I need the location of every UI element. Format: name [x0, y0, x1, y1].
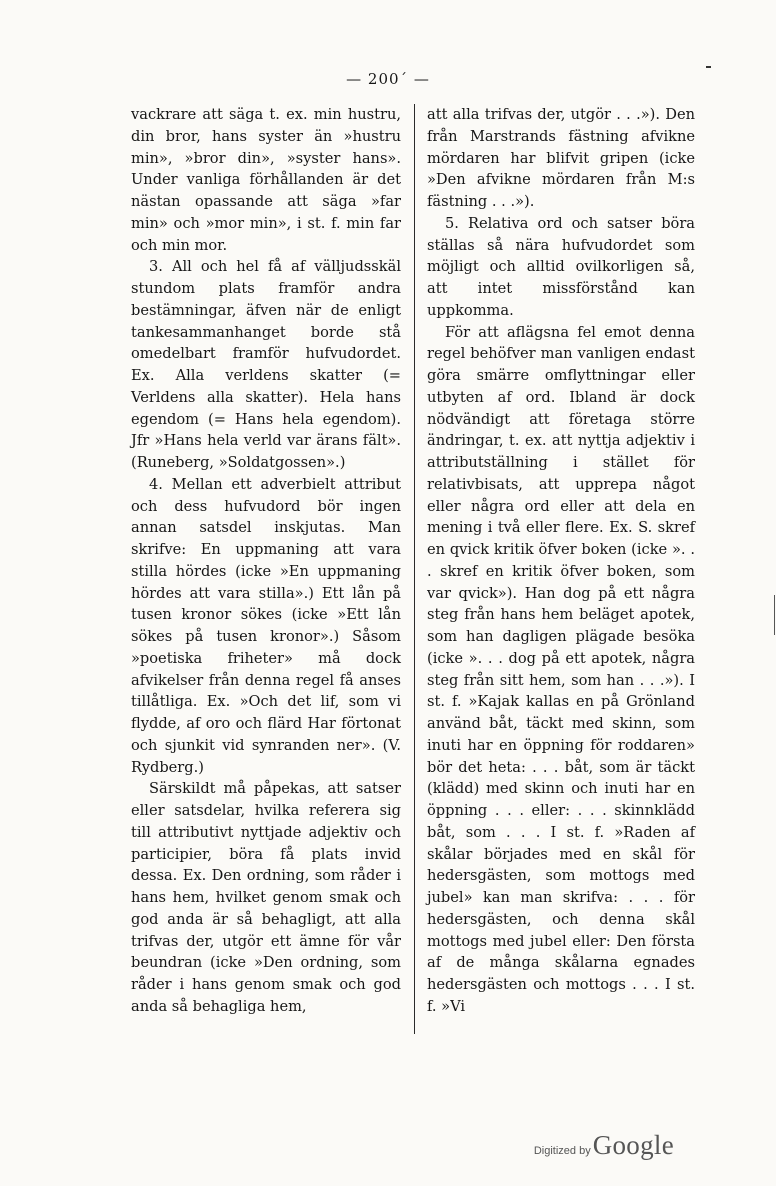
- margin-mark: [774, 595, 775, 635]
- paragraph: att alla trifvas der, utgör . . .»). Den från Marstrands fästning afvikne mördaren har blifvit gripen (icke »Den afvikne mördaren från M:s fästning . . .»).: [427, 106, 695, 210]
- right-text-column: [427, 104, 695, 1018]
- google-logo: Google: [592, 1130, 674, 1160]
- paragraph: Särskildt må påpekas, att satser eller satsdelar, hvilka referera sig till attributivt nyttjade adjektiv och participier, böra få plats invid dessa. Ex. Den ordning, som råder i hans hem, hvilket genom smak och god anda är så behagligt, att alla trifvas der, utgör ett ämne för vår beundran (icke »Den ordning, som råder i hans genom smak och god anda så behagliga hem,: [131, 780, 401, 1015]
- page-number-header: — 200´ —: [346, 70, 430, 88]
- left-text-column: [131, 104, 401, 1018]
- paragraph: För att aflägsna fel emot denna regel behöfver man vanligen endast göra smärre omflyttningar eller utbyten af ord. Ibland är dock nödvändigt att företaga större ändringar, t. ex. att nyttja adjektiv i attributställning i stället för relativbisats, att upprepa något eller några ord eller att dela en mening i två eller flere. Ex. S. skref en qvick kritik öfver boken (icke ». . . skref en kritik öfver boken, som var qvick»). Han dog på ett några steg från hans hem beläget apotek, som han dagligen plägade besöka (icke ». . . dog på ett apotek, några steg från sitt hem, som han . . .»). I st. f. »Kajak kallas en på Grönland använd båt, täckt med skinn, som inuti har en öppning för roddaren» bör det heta: . . . båt, som är täckt (klädd) med skinn och inuti har en öppning . . . eller: . . . skinnklädd båt, som . . . I st. f. »Raden af skålar börjades med en skål för hedersgästen, som mottogs med jubel» kan man skrifva: . . . för hedersgästen, och denna skål mottogs med jubel eller: Den första af de många skålarna egnades hedersgästen och mottogs . . . I st. f. »Vi: [427, 323, 695, 1015]
- paragraph: 3. All och hel få af välljudsskäl stundom plats framför andra bestämningar, äfven när de enligt tankesammanhanget borde stå omedelbart framför hufvudordet. Ex. Alla verldens skatter (= Verldens alla skatter). Hela hans egendom (= Hans hela egendom). Jfr »Hans hela verld var ärans fält». (Runeberg, »Soldatgossen».): [131, 258, 401, 471]
- margin-mark: [706, 66, 711, 68]
- paragraph: vackrare att säga t. ex. min hustru, din bror, hans syster än »hustru min», »bror din», »syster hans». Under vanliga förhållanden är det nästan opassande att säga »far min» och »mor min», i st. f. min far och min mor.: [131, 106, 401, 254]
- paragraph: 5. Relativa ord och satser böra ställas så nära hufvudordet som möjligt och alltid ovilkorligen så, att intet missförstånd kan uppkomma.: [427, 214, 695, 319]
- column-divider: [414, 104, 415, 1034]
- paragraph: 4. Mellan ett adverbielt attribut och dess hufvudord bör ingen annan satsdel inskjutas. Man skrifve: En uppmaning att vara stilla hördes (icke »En uppmaning hördes att vara stilla».) Ett lån på tusen kronor sökes (icke »Ett lån sökes på tusen kronor».) Såsom »poetiska friheter» må dock afvikelser från denna regel få anses tillåtliga. Ex. »Och det lif, som vi flydde, af oro och flärd Har förtonat och sjunkit vid synranden ner». (V. Rydberg.): [131, 475, 401, 776]
- digitized-by-label: Digitized by: [533, 1145, 591, 1157]
- digitization-footer: [534, 1130, 674, 1161]
